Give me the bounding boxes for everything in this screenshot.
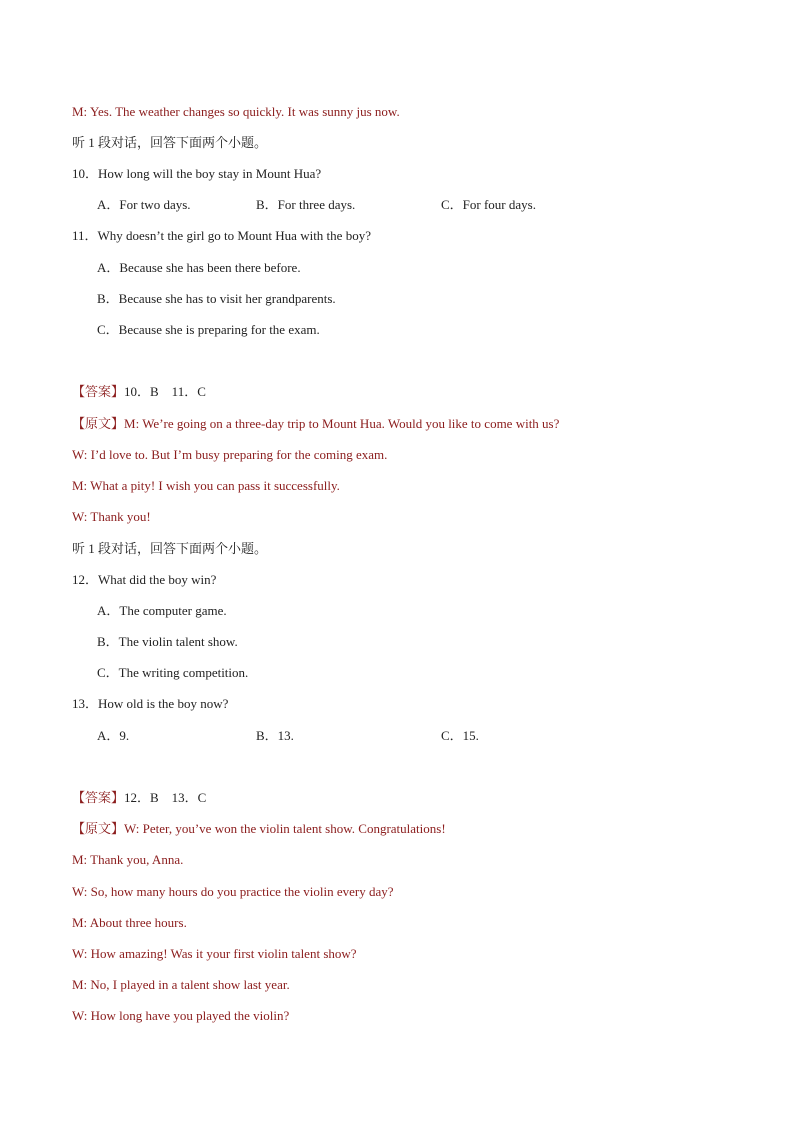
transcript-tag: 【原文】 <box>72 821 125 836</box>
question-13: 13．How old is the boy now? <box>72 696 229 711</box>
q13-option-b: B．13. <box>256 728 294 743</box>
question-10: 10．How long will the boy stay in Mount Hua? <box>72 166 322 181</box>
answer-tag: 【答案】 <box>72 384 125 399</box>
dialogue-line: M: Thank you, Anna. <box>72 852 184 867</box>
q10-option-b: B．For three days. <box>256 197 356 212</box>
dialogue-line: W: How long have you played the violin? <box>72 1008 290 1023</box>
transcript-line <box>72 820 446 838</box>
dialogue-line: M: Yes. The weather changes so quickly. It was sunny jus now. <box>72 104 400 119</box>
q12-option-b: B．The violin talent show. <box>97 634 238 649</box>
answer-line <box>72 789 206 807</box>
answer-text: 10．B 11．C <box>124 384 206 399</box>
dialogue-line: M: No, I played in a talent show last year. <box>72 977 290 992</box>
q11-option-a: A．Because she has been there before. <box>97 260 301 275</box>
q11-option-b: B．Because she has to visit her grandparents. <box>97 291 336 306</box>
question-11: 11．Why doesn’t the girl go to Mount Hua with the boy? <box>72 228 371 243</box>
answer-line <box>72 383 206 401</box>
q13-option-a: A．9. <box>97 728 130 743</box>
question-12: 12．What did the boy win? <box>72 572 217 587</box>
dialogue-line: W: I’d love to. But I’m busy preparing for the coming exam. <box>72 447 388 462</box>
q12-option-c: C．The writing competition. <box>97 665 249 680</box>
dialogue-line: W: How amazing! Was it your first violin talent show? <box>72 946 357 961</box>
transcript-line <box>72 415 559 433</box>
dialogue-line: M: About three hours. <box>72 915 187 930</box>
answer-tag: 【答案】 <box>72 790 125 805</box>
transcript-text: W: Peter, you’ve won the violin talent show. Congratulations! <box>124 821 446 836</box>
dialogue-line: M: What a pity! I wish you can pass it successfully. <box>72 478 340 493</box>
q13-option-c: C．15. <box>441 728 479 743</box>
dialogue-line: W: So, how many hours do you practice the violin every day? <box>72 884 394 899</box>
section-instruction: 听 1 段对话，回答下面两个小题。 <box>72 541 268 556</box>
q10-option-a: A．For two days. <box>97 197 191 212</box>
answer-text: 12．B 13．C <box>124 790 207 805</box>
q10-option-c: C．For four days. <box>441 197 536 212</box>
q12-option-a: A．The computer game. <box>97 603 227 618</box>
transcript-tag: 【原文】 <box>72 416 125 431</box>
q11-option-c: C．Because she is preparing for the exam. <box>97 322 320 337</box>
dialogue-line: W: Thank you! <box>72 509 151 524</box>
section-instruction: 听 1 段对话，回答下面两个小题。 <box>72 135 268 150</box>
transcript-text: M: We’re going on a three-day trip to Mount Hua. Would you like to come with us? <box>124 416 560 431</box>
